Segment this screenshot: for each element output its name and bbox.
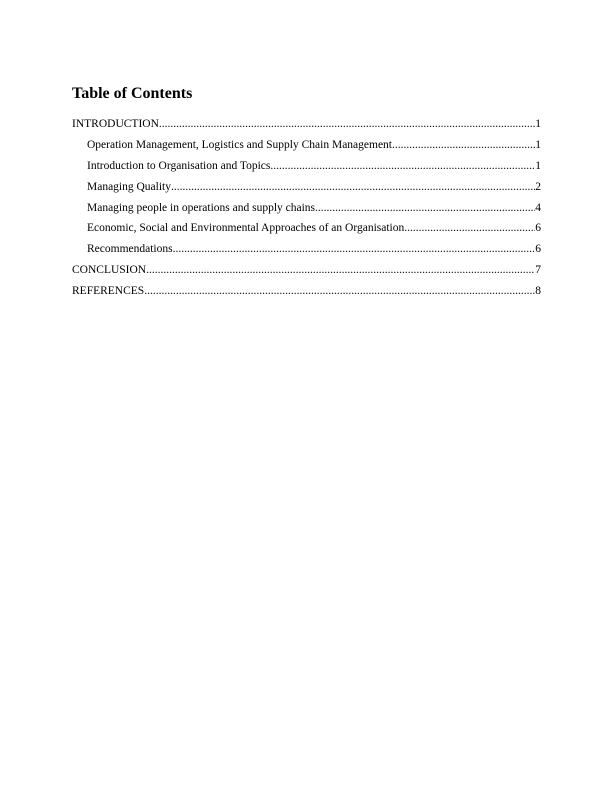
toc-entry-text: Introduction to Organisation and Topics bbox=[87, 159, 271, 172]
toc-entry-text: Economic, Social and Environmental Approaches of an Organisation bbox=[87, 222, 405, 235]
toc-entry-text: Recommendations bbox=[87, 243, 173, 256]
toc-dot-leader bbox=[144, 284, 535, 298]
toc-entry-introduction-to-organisation[interactable] bbox=[72, 159, 541, 180]
toc-entry-text: Managing people in operations and supply chains bbox=[87, 201, 316, 214]
toc-entry-text: REFERENCES bbox=[72, 285, 145, 298]
toc-dot-leader bbox=[404, 221, 535, 235]
toc-entry-page-number: 2 bbox=[535, 180, 541, 193]
toc-entry-text: INTRODUCTION bbox=[72, 118, 159, 130]
toc-entry-page-number: 6 bbox=[535, 243, 541, 256]
toc-entry-text: CONCLUSION bbox=[72, 264, 147, 277]
toc-entry-page-number: 8 bbox=[535, 285, 541, 298]
toc-entry-text: Operation Management, Logistics and Supply Chain Management bbox=[87, 138, 393, 151]
toc-entry-page-number: 6 bbox=[535, 222, 541, 235]
toc-dot-leader bbox=[173, 242, 536, 256]
toc-list bbox=[72, 117, 541, 305]
toc-entry-page-number: 1 bbox=[535, 159, 541, 172]
toc-dot-leader bbox=[171, 180, 535, 194]
toc-entry-managing-people[interactable] bbox=[72, 201, 541, 222]
toc-entry-recommendations[interactable] bbox=[72, 242, 541, 263]
toc-dot-leader bbox=[392, 138, 535, 152]
toc-entry-page-number: 4 bbox=[535, 201, 541, 214]
toc-entry-references[interactable] bbox=[72, 284, 541, 305]
toc-dot-leader bbox=[315, 201, 535, 215]
toc-entry-managing-quality[interactable] bbox=[72, 180, 541, 201]
toc-dot-leader bbox=[159, 117, 535, 131]
toc-entry-text: Managing Quality bbox=[87, 180, 171, 193]
toc-entry-page-number: 7 bbox=[535, 264, 541, 277]
toc-entry-page-number: 1 bbox=[535, 138, 541, 151]
toc-dot-leader bbox=[270, 159, 535, 173]
toc-entry-operation-management[interactable] bbox=[72, 138, 541, 159]
toc-entry-conclusion[interactable] bbox=[72, 263, 541, 284]
toc-title: Table of Contents bbox=[72, 85, 193, 102]
toc-entry-page-number: 1 bbox=[535, 118, 541, 130]
toc-entry-introduction[interactable] bbox=[72, 117, 541, 138]
toc-entry-economic-social-environmental[interactable] bbox=[72, 221, 541, 242]
toc-dot-leader bbox=[146, 263, 535, 277]
